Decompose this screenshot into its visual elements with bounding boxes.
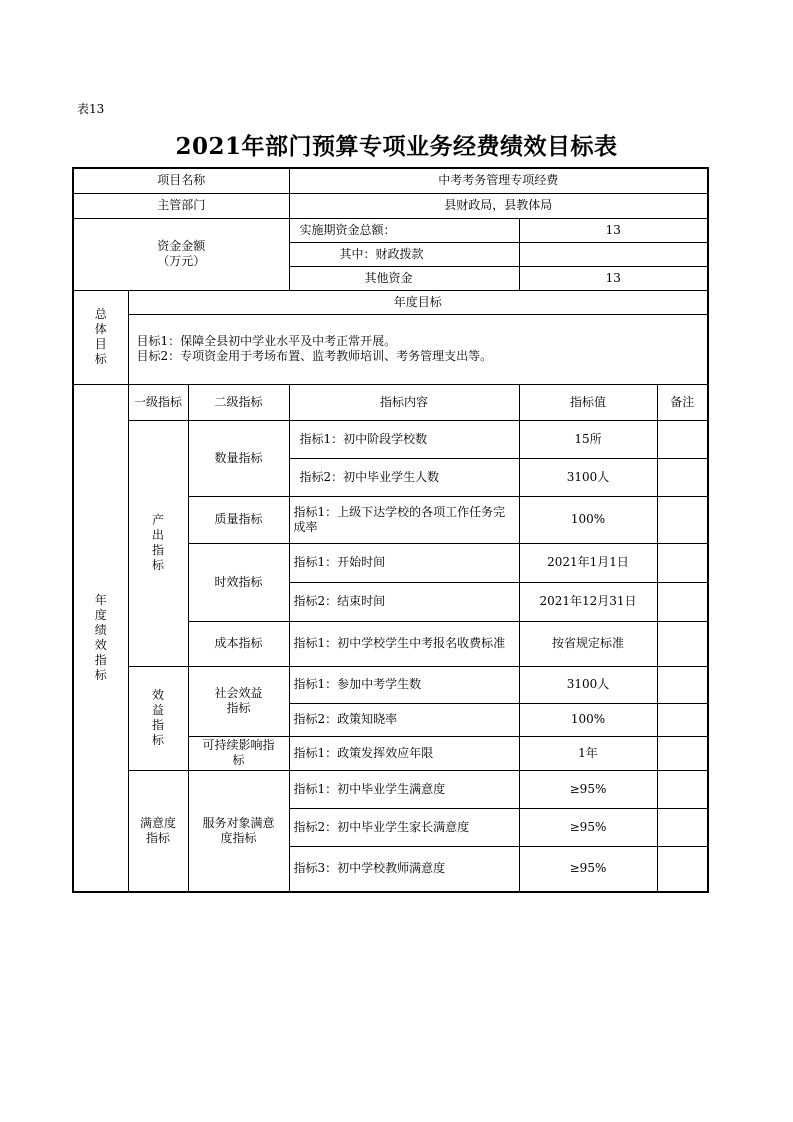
fund-label-line1: 资金金额 [157, 239, 206, 253]
row-value: ≥95% [519, 846, 657, 892]
fund-label-line2: （万元） [157, 254, 206, 268]
benefit-indicator-label: 效 益 指 标 [128, 666, 188, 770]
row-note [657, 846, 708, 892]
header-content: 指标内容 [289, 384, 519, 420]
row-note [657, 621, 708, 666]
fund-total-label: 实施期资金总额： [289, 218, 519, 242]
project-name-value: 中考考务管理专项经费 [289, 168, 708, 193]
output-indicator-label: 产 出 指 标 [128, 420, 188, 666]
annual-goal-header: 年度目标 [128, 290, 708, 314]
row-value: 100% [519, 496, 657, 543]
fund-fiscal-label: 其中：财政拨款 [289, 242, 519, 266]
row-l2: 质量指标 [188, 496, 289, 543]
row-content: 指标1：初中阶段学校数 [289, 420, 519, 458]
row-note [657, 420, 708, 458]
row-l2: 服务对象满意度指标 [188, 770, 289, 892]
row-l2: 成本指标 [188, 621, 289, 666]
row-l2: 数量指标 [188, 420, 289, 496]
goal-2: 目标2：专项资金用于考场布置、监考教师培训、考务管理支出等。 [136, 349, 493, 363]
row-value: 15所 [519, 420, 657, 458]
row-content: 指标2：结束时间 [289, 582, 519, 621]
row-value: 2021年1月1日 [519, 543, 657, 582]
page-title: 2021年部门预算专项业务经费绩效目标表 [175, 133, 618, 160]
row-content: 指标3：初中学校教师满意度 [289, 846, 519, 892]
dept-value: 县财政局，县教体局 [289, 193, 708, 218]
fund-total-value: 13 [519, 218, 708, 242]
fund-other-label: 其他资金 [289, 266, 519, 290]
row-l2: 可持续影响指标 [188, 736, 289, 770]
row-value: 3100人 [519, 666, 657, 703]
annual-indicators-label: 年 度 绩 效 指 标 [73, 384, 128, 892]
fund-label [73, 218, 289, 290]
row-content: 指标2：政策知晓率 [289, 703, 519, 736]
annual-goals [128, 314, 708, 384]
row-content: 指标1：初中毕业学生满意度 [289, 770, 519, 808]
row-content: 指标1：政策发挥效应年限 [289, 736, 519, 770]
row-note [657, 770, 708, 808]
row-content: 指标1：开始时间 [289, 543, 519, 582]
row-content: 指标1：初中学校学生中考报名收费标准 [289, 621, 519, 666]
row-value: ≥95% [519, 808, 657, 846]
fund-fiscal-value [519, 242, 708, 266]
row-note [657, 458, 708, 496]
row-value: 2021年12月31日 [519, 582, 657, 621]
row-value: 按省规定标准 [519, 621, 657, 666]
project-name-label: 项目名称 [73, 168, 289, 193]
row-note [657, 736, 708, 770]
row-content: 指标1：上级下达学校的各项工作任务完成率 [289, 496, 519, 543]
dept-label: 主管部门 [73, 193, 289, 218]
row-l2: 社会效益指标 [188, 666, 289, 736]
row-value: 100% [519, 703, 657, 736]
header-note: 备注 [657, 384, 708, 420]
row-note [657, 582, 708, 621]
row-value: 1年 [519, 736, 657, 770]
performance-target-table [72, 167, 709, 893]
row-note [657, 666, 708, 703]
goal-1: 目标1：保障全县初中学业水平及中考正常开展。 [136, 334, 397, 348]
fund-other-value: 13 [519, 266, 708, 290]
header-level2: 二级指标 [188, 384, 289, 420]
row-value: 3100人 [519, 458, 657, 496]
row-content: 指标2：初中毕业学生人数 [289, 458, 519, 496]
row-l2: 时效指标 [188, 543, 289, 621]
row-note [657, 496, 708, 543]
satisfaction-indicator-label: 满意度指标 [128, 770, 188, 892]
table-number: 表13 [77, 102, 105, 116]
row-note [657, 543, 708, 582]
header-level1: 一级指标 [128, 384, 188, 420]
row-content: 指标2：初中毕业学生家长满意度 [289, 808, 519, 846]
row-note [657, 808, 708, 846]
header-value: 指标值 [519, 384, 657, 420]
row-content: 指标1：参加中考学生数 [289, 666, 519, 703]
overall-goal-label: 总 体 目 标 [73, 290, 128, 384]
row-note [657, 703, 708, 736]
row-value: ≥95% [519, 770, 657, 808]
